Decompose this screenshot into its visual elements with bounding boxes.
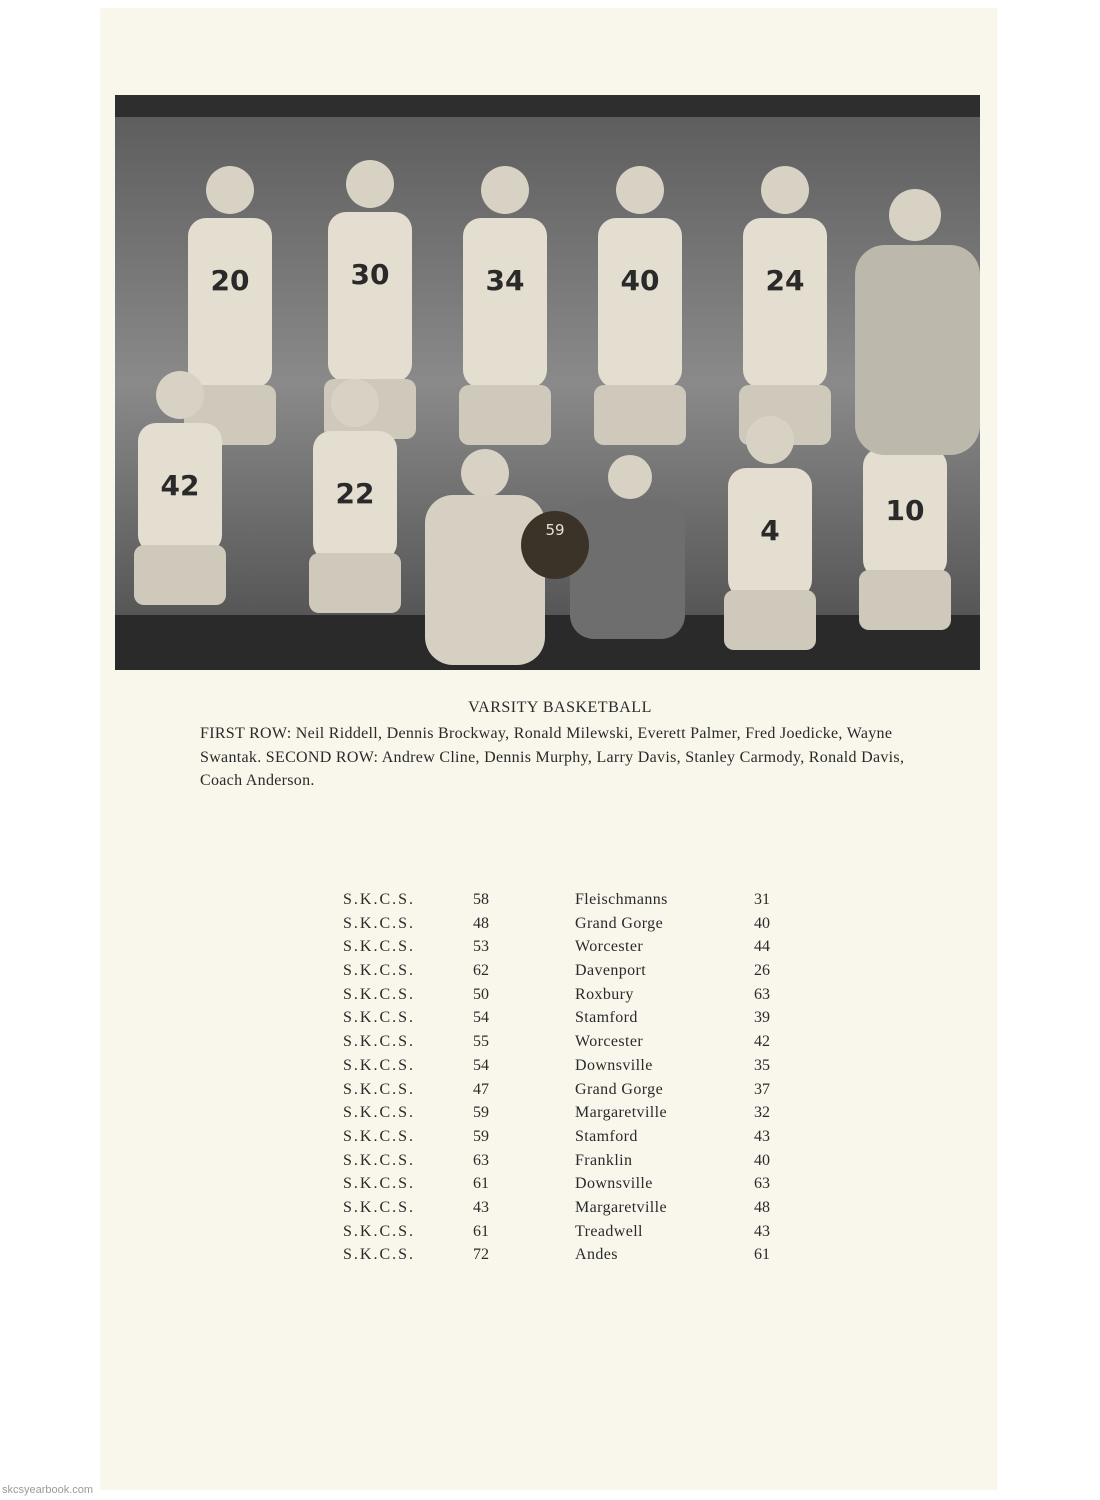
- opponent-name: Treadwell: [575, 1222, 643, 1240]
- team-name: S.K.C.S.: [343, 1056, 416, 1074]
- game-row: [343, 915, 793, 939]
- jersey-number: 24: [765, 264, 805, 297]
- opponent-score: 42: [754, 1033, 770, 1051]
- game-row: [343, 1009, 793, 1033]
- game-row: [343, 1223, 793, 1247]
- opponent-score: 63: [754, 985, 770, 1003]
- team-score: 61: [473, 1222, 489, 1240]
- team-score: 54: [473, 1056, 489, 1074]
- team-name: S.K.C.S.: [343, 1104, 416, 1122]
- team-name: S.K.C.S.: [343, 1246, 416, 1264]
- game-row: [343, 1081, 793, 1105]
- team-score: 59: [473, 1104, 489, 1122]
- team-name: S.K.C.S.: [343, 1222, 416, 1240]
- team-name: S.K.C.S.: [343, 1033, 416, 1051]
- team-name: S.K.C.S.: [343, 1009, 416, 1027]
- team-name: S.K.C.S.: [343, 891, 416, 908]
- opponent-name: Stamford: [575, 1009, 638, 1027]
- team-name: S.K.C.S.: [343, 938, 416, 956]
- team-name: S.K.C.S.: [343, 1198, 416, 1216]
- photo-caption: [200, 699, 920, 793]
- team-name: S.K.C.S.: [343, 1151, 416, 1169]
- opponent-name: Margaretville: [575, 1198, 667, 1216]
- opponent-score: 48: [754, 1198, 770, 1216]
- watermark: skcsyearbook.com: [2, 1484, 94, 1496]
- game-row: [343, 1199, 793, 1223]
- game-row: [343, 1033, 793, 1057]
- team-photo: [115, 95, 980, 670]
- opponent-score: 32: [754, 1104, 770, 1122]
- team-score: 47: [473, 1080, 489, 1098]
- game-row: [343, 938, 793, 962]
- game-schedule: [343, 891, 793, 1270]
- jersey-number: 42: [160, 469, 200, 502]
- opponent-name: Grand Gorge: [575, 1080, 664, 1098]
- game-row: [343, 986, 793, 1010]
- opponent-score: 39: [754, 1009, 770, 1027]
- jersey-number: 4: [760, 514, 780, 547]
- opponent-name: Fleischmanns: [575, 891, 668, 908]
- game-row: [343, 1057, 793, 1081]
- team-score: 63: [473, 1151, 489, 1169]
- caption-title: VARSITY BASKETBALL: [468, 699, 652, 716]
- team-name: S.K.C.S.: [343, 1080, 416, 1098]
- jersey-number: 40: [620, 264, 660, 297]
- game-row: [343, 1246, 793, 1270]
- team-score: 72: [473, 1246, 489, 1264]
- opponent-name: Downsville: [575, 1175, 653, 1193]
- opponent-name: Downsville: [575, 1056, 653, 1074]
- team-name: S.K.C.S.: [343, 1175, 416, 1193]
- team-name: S.K.C.S.: [343, 985, 416, 1003]
- game-row: [343, 891, 793, 915]
- jersey-number: 20: [210, 264, 250, 297]
- opponent-name: Worcester: [575, 1033, 644, 1051]
- game-row: [343, 1128, 793, 1152]
- team-score: 54: [473, 1009, 489, 1027]
- opponent-name: Stamford: [575, 1127, 638, 1145]
- game-row: [343, 1175, 793, 1199]
- team-score: 43: [473, 1198, 489, 1216]
- jersey-number: 30: [350, 258, 390, 291]
- opponent-name: Andes: [575, 1246, 618, 1264]
- opponent-name: Davenport: [575, 962, 647, 980]
- yearbook-page: [100, 8, 997, 1490]
- team-score: 62: [473, 962, 489, 980]
- team-score: 58: [473, 891, 489, 908]
- team-name: S.K.C.S.: [343, 1127, 416, 1145]
- game-row: [343, 1104, 793, 1128]
- team-score: 48: [473, 914, 489, 932]
- team-score: 59: [473, 1127, 489, 1145]
- team-score: 61: [473, 1175, 489, 1193]
- opponent-score: 63: [754, 1175, 770, 1193]
- opponent-score: 43: [754, 1222, 770, 1240]
- caption-body: FIRST ROW: Neil Riddell, Dennis Brockway, Ronald Milewski, Everett Palmer, Fred Joedicke, Wayne Swantak. SECOND ROW: Andrew Cline, Dennis Murphy, Larry Davis, Stanley Carmody, Ronald Davis, Coach Anderson.: [200, 725, 905, 789]
- game-row: [343, 962, 793, 986]
- jersey-number: 10: [885, 494, 925, 527]
- opponent-name: Roxbury: [575, 985, 634, 1003]
- jersey-number: 22: [335, 477, 375, 510]
- opponent-score: 31: [754, 891, 770, 908]
- opponent-score: 43: [754, 1127, 770, 1145]
- opponent-name: Franklin: [575, 1151, 633, 1169]
- opponent-score: 40: [754, 914, 770, 932]
- team-name: S.K.C.S.: [343, 914, 416, 932]
- game-row: [343, 1152, 793, 1176]
- opponent-score: 61: [754, 1246, 770, 1264]
- opponent-score: 37: [754, 1080, 770, 1098]
- opponent-score: 35: [754, 1056, 770, 1074]
- jersey-number: 34: [485, 264, 525, 297]
- opponent-score: 26: [754, 962, 770, 980]
- opponent-name: Grand Gorge: [575, 914, 664, 932]
- ball-number: 59: [545, 521, 565, 539]
- team-score: 55: [473, 1033, 489, 1051]
- opponent-name: Margaretville: [575, 1104, 667, 1122]
- opponent-score: 44: [754, 938, 770, 956]
- opponent-name: Worcester: [575, 938, 644, 956]
- team-score: 50: [473, 985, 489, 1003]
- team-photo-illustration: [115, 95, 980, 670]
- team-score: 53: [473, 938, 489, 956]
- opponent-score: 40: [754, 1151, 770, 1169]
- team-name: S.K.C.S.: [343, 962, 416, 980]
